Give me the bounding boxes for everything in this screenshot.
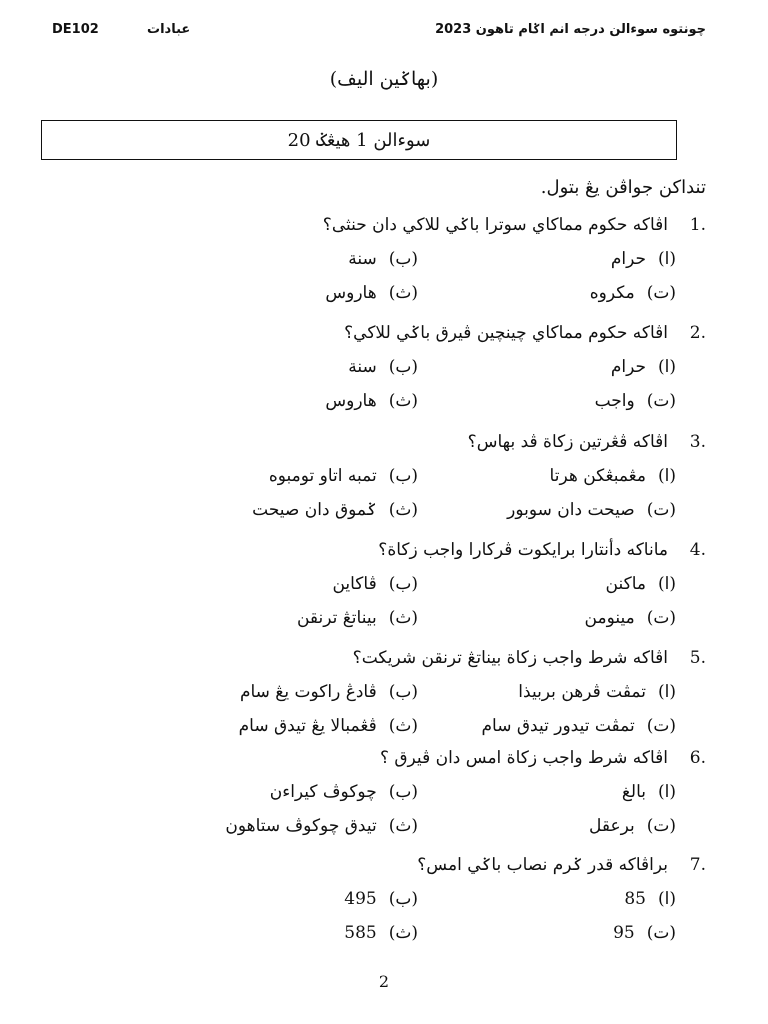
option-text: تمڤت تيدور تيدق سام — [481, 716, 635, 736]
question-number: 4. — [689, 540, 706, 560]
answer-option[interactable] — [348, 242, 418, 276]
answer-option[interactable] — [344, 916, 418, 950]
option-text: 85 — [624, 889, 646, 909]
option-mark: (ب) — [388, 782, 418, 802]
option-text: ماکنن — [605, 574, 646, 594]
question-text: اڤاکه شرط واجب زکاة امس دان ڤيرق ؟ — [379, 748, 668, 768]
question-item — [40, 533, 706, 635]
question-text: اڤاکه شرط واجب زکاة بيناتڠ ترنقن شريکت؟ — [352, 648, 668, 668]
option-mark: (ث) — [388, 608, 418, 628]
option-text: هاروس — [325, 283, 377, 303]
section-title: (بهاݢين اليف) — [329, 68, 439, 90]
option-text: ڤاکاين — [332, 574, 377, 594]
answer-option[interactable] — [507, 493, 676, 527]
option-text: ݢموق دان صيحت — [252, 500, 377, 520]
option-text: برعقل — [588, 816, 635, 836]
question-line — [40, 848, 706, 882]
option-mark: (ث) — [388, 923, 418, 943]
option-text: صيحت دان سوبور — [507, 500, 635, 520]
option-text: چوکوڤ کيراءن — [269, 782, 377, 802]
option-text: مڠمبڠکن هرتا — [549, 466, 646, 486]
answer-option[interactable] — [590, 276, 676, 310]
answer-option[interactable] — [589, 809, 676, 843]
question-number: 1. — [689, 215, 706, 235]
option-text: 95 — [613, 923, 635, 943]
question-line — [40, 741, 706, 775]
option-row — [40, 384, 706, 418]
option-mark: (ت) — [646, 923, 676, 943]
option-mark: (ا) — [658, 574, 676, 594]
option-row — [40, 675, 706, 709]
question-range-box — [41, 120, 677, 160]
answer-option[interactable] — [611, 242, 676, 276]
option-mark: (ب) — [388, 249, 418, 269]
answer-option[interactable] — [270, 775, 418, 809]
option-row — [40, 276, 706, 310]
answer-option[interactable] — [239, 709, 418, 743]
question-line — [40, 641, 706, 675]
course-code: DE102 — [52, 22, 99, 37]
option-mark: (ث) — [388, 500, 418, 520]
option-text: مکروه — [589, 283, 635, 303]
option-mark: (ب) — [388, 682, 418, 702]
option-text: حرام — [610, 249, 646, 269]
option-mark: (ث) — [388, 816, 418, 836]
option-mark: (ت) — [646, 500, 676, 520]
question-text: اڤاکه حکوم مماکاي چينچين ڤيرق باݢي للاکي؟ — [344, 323, 668, 343]
option-mark: (ا) — [658, 682, 676, 702]
option-row — [40, 809, 706, 843]
answer-option[interactable] — [518, 675, 676, 709]
question-line — [40, 208, 706, 242]
question-number: 5. — [689, 648, 706, 668]
option-row — [40, 350, 706, 384]
question-line — [40, 533, 706, 567]
option-text: هاروس — [325, 391, 377, 411]
option-text: سنة — [348, 249, 377, 269]
option-mark: (ا) — [658, 782, 676, 802]
option-text: 495 — [344, 889, 377, 909]
instruction: تنداکن جواڤن يڠ بتول. — [540, 177, 706, 198]
option-row — [40, 493, 706, 527]
question-item — [40, 316, 706, 418]
option-text: ڤادڠ راکوت يڠ سام — [239, 682, 377, 702]
option-mark: (ث) — [388, 716, 418, 736]
option-text: مينومن — [584, 608, 635, 628]
option-text: ڤڠمبالا يڠ تيدق سام — [238, 716, 377, 736]
question-number: 2. — [689, 323, 706, 343]
option-mark: (ا) — [658, 249, 676, 269]
question-item — [40, 208, 706, 310]
option-row — [40, 567, 706, 601]
answer-option[interactable] — [332, 567, 418, 601]
question-item — [40, 641, 706, 743]
subject-name: عبادات — [147, 22, 191, 37]
answer-option[interactable] — [325, 276, 418, 310]
option-mark: (ت) — [646, 816, 676, 836]
answer-option[interactable] — [613, 916, 676, 950]
question-text: ماناکه دأنتارا برايکوت ڤرکارا واجب زکاة؟ — [378, 540, 668, 560]
option-text: تمڤت ڤرهن بربيذا — [518, 682, 646, 702]
question-item — [40, 848, 706, 950]
option-row — [40, 459, 706, 493]
answer-option[interactable] — [585, 601, 676, 635]
answer-option[interactable] — [269, 459, 418, 493]
question-item — [40, 741, 706, 843]
option-mark: (ا) — [658, 466, 676, 486]
option-mark: (ت) — [646, 391, 676, 411]
question-number: 6. — [689, 748, 706, 768]
question-number: 3. — [689, 432, 706, 452]
option-text: تمبه اتاو تومبوه — [268, 466, 377, 486]
option-row — [40, 916, 706, 950]
answer-option[interactable] — [344, 882, 418, 916]
option-text: واجب — [594, 391, 635, 411]
option-mark: (ت) — [646, 608, 676, 628]
option-text: 585 — [344, 923, 377, 943]
option-text: حرام — [610, 357, 646, 377]
option-mark: (ب) — [388, 574, 418, 594]
answer-option[interactable] — [624, 882, 676, 916]
question-text: براڤاکه قدر ݢرم نصاب باݢي امس؟ — [417, 855, 668, 875]
answer-option[interactable] — [550, 459, 676, 493]
answer-option[interactable] — [611, 350, 676, 384]
answer-option[interactable] — [225, 809, 418, 843]
option-mark: (ث) — [388, 391, 418, 411]
question-item — [40, 425, 706, 527]
answer-option[interactable] — [622, 775, 676, 809]
option-mark: (ب) — [388, 357, 418, 377]
option-row — [40, 882, 706, 916]
answer-option[interactable] — [297, 601, 418, 635]
question-text: اڤاکه ڤڠرتين زکاة ڤد بهاس؟ — [467, 432, 668, 452]
answer-option[interactable] — [482, 709, 676, 743]
answer-option[interactable] — [252, 493, 418, 527]
option-text: تيدق چوکوڤ ستاهون — [225, 816, 377, 836]
question-number: 7. — [689, 855, 706, 875]
page-number: 2 — [378, 972, 390, 991]
answer-option[interactable] — [348, 350, 418, 384]
question-range-label: سوءالن 1 هيڠݢ 20 — [287, 129, 431, 151]
answer-option[interactable] — [325, 384, 418, 418]
question-text: اڤاکه حکوم مماکاي سوترا باݢي للاکي دان حنثى؟ — [322, 215, 668, 235]
option-mark: (ب) — [388, 466, 418, 486]
answer-option[interactable] — [595, 384, 676, 418]
option-mark: (ت) — [646, 716, 676, 736]
option-mark: (ا) — [658, 357, 676, 377]
option-mark: (ب) — [388, 889, 418, 909]
answer-option[interactable] — [240, 675, 418, 709]
exam-title: چونتوه سوءالن درجه انم اݢام تاهون 2023 — [435, 22, 706, 37]
option-mark: (ت) — [646, 283, 676, 303]
option-row — [40, 709, 706, 743]
option-row — [40, 601, 706, 635]
question-line — [40, 316, 706, 350]
option-text: بيناتڠ ترنقن — [296, 608, 377, 628]
option-row — [40, 242, 706, 276]
option-mark: (ا) — [658, 889, 676, 909]
option-text: بالغ — [621, 782, 646, 802]
question-line — [40, 425, 706, 459]
answer-option[interactable] — [606, 567, 676, 601]
option-mark: (ث) — [388, 283, 418, 303]
page-header — [30, 22, 706, 42]
option-text: سنة — [348, 357, 377, 377]
option-row — [40, 775, 706, 809]
